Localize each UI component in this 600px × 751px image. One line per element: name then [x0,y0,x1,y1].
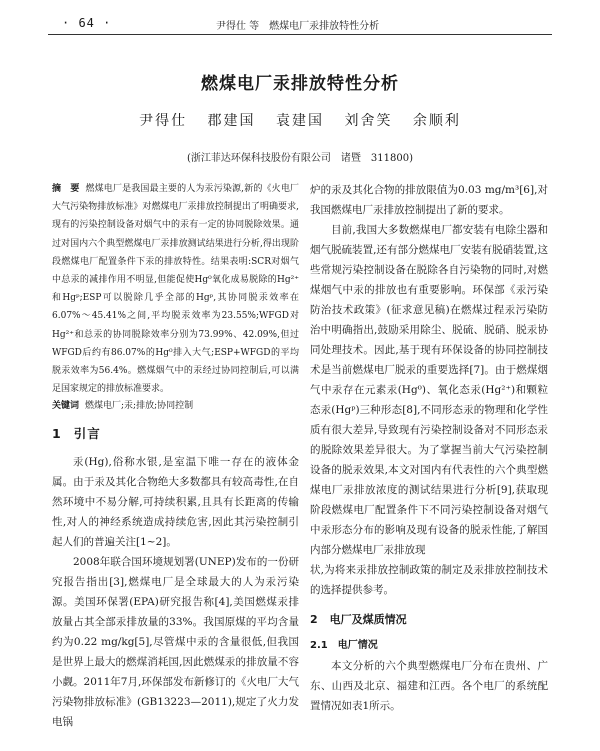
section-title: 电厂及煤质情况 [329,613,407,626]
keywords-label: 关键词 [52,401,80,412]
page-number: · 64 · [62,16,112,30]
abstract [52,180,299,398]
subsection-number: 2.1 [310,640,328,651]
running-title: 尹得仕 等 燃煤电厂汞排放特性分析 [216,21,380,32]
body-paragraph-continued: 状,为将来汞排放控制政策的制定及汞排放控制技术的选择提供参考。 [310,564,548,596]
section-title: 引言 [73,426,101,442]
subsection-title: 电厂情况 [337,640,378,651]
section-heading-plants [310,610,548,630]
abstract-text: 燃煤电厂是我国最主要的人为汞污染源,新的《火电厂大气污染物排放标准》对燃煤电厂汞排放控制提出了明确要求,现有的污染控制设备对烟气中的汞有一定的协同脱除效果。通过对国内六个典型燃煤电厂汞排放测试结果进行分析,得出现阶段燃煤电厂配置条件下汞的排放特性。结果表明:SCR对烟气中总汞的减排作用不明显,但能促使Hg⁰氧化成易脱除的Hg²⁺和Hgᵖ;ESP可以脱除几乎全部的Hgᵖ,其协同脱汞效率在6.07%～45.41%之间,平均脱汞效率为23.55%;WFGD对Hg²⁺和总汞的协同脱除效率分别为73.99%、42.09%,但过WFGD后约有86.07%的Hg⁰排入大气;ESP+WFGD的平均脱汞效率为56.4%。燃煤烟气中的汞经过协同控制后,可以满足国家规定的排放标准要求。 [52,184,299,395]
paper-title: 燃煤电厂汞排放特性分析 [201,74,399,94]
body-paragraph-continued: 炉的汞及其化合物的排放限值为0.03 mg/m³[6],对我国燃煤电厂汞排放控制提出了新的要求。 [310,184,548,216]
author: 郡建国 [207,113,256,129]
affiliation: (浙江菲达环保科技股份有限公司 诸暨 311800) [187,153,413,164]
body-paragraph: 本文分析的六个典型燃煤电厂分布在贵州、广东、山西及北京、福建和江西。各个电厂的系统配置情况如表1所示。 [310,660,548,712]
author: 余顺利 [412,113,461,129]
section-heading-intro [52,424,299,444]
author-list [0,110,600,130]
left-column [52,180,299,732]
section-number: 1 [52,426,62,442]
author: 尹得仕 [139,113,188,129]
right-column [310,180,548,716]
section-number: 2 [310,613,318,626]
body-paragraph: 目前,我国大多数燃煤电厂都安装有电除尘器和烟气脱硫装置,还有部分燃煤电厂安装有脱硝装置,这些常规污染控制设备在脱除各自污染物的同时,对燃煤烟气中汞的排放也有重要影响。环保部《汞污染防治技术政策》(征求意见稿)在燃煤过程汞污染防治中明确指出,鼓励采用除尘、脱硫、脱硝、脱汞协同处理技术。因此,基于现有环保设备的协同控制技术是当前燃煤电厂脱汞的重要选择[7]。由于燃煤烟气中汞存在元素汞(Hg⁰)、氧化态汞(Hg²⁺)和颗粒态汞(Hgᵖ)三种形态[8],不同形态汞的物理和化学性质有很大差异,导致现有污染控制设备对不同形态汞的脱除效果差异很大。为了掌握当前大气污染控制设备的脱汞效果,本文对国内有代表性的六个典型燃煤电厂汞排放浓度的测试结果进行分析[9],获取现阶段燃煤电厂配置条件下不同污染控制设备对烟气中汞形态分布的影响及现有设备的脱汞性能,了解国内部分燃煤电厂汞排放现 [310,224,548,556]
keywords [52,398,299,414]
body-paragraph: 2008年联合国环境规划署(UNEP)发布的一份研究报告指出[3],燃煤电厂是全球最大的人为汞污染源。美国环保署(EPA)研究报告称[4],美国燃煤汞排放量占其全部汞排放量的33%。我国原煤的平均含量约为0.22 mg/kg[5],尽管煤中汞的含量很低,但我国是世界上最大的燃煤消耗国,因此燃煤汞的排放量不容小觑。2011年7月,环保部发布新修订的《火电厂大气污染物排放标准》(GB13223—2011),规定了火力发电锅 [52,556,299,729]
author: 刘舍笑 [344,113,393,129]
keywords-text: 燃煤电厂;汞;排放;协同控制 [85,401,194,412]
author: 袁建国 [276,113,324,129]
abstract-label: 摘 要 [52,184,80,194]
subsection-heading [310,636,548,656]
body-paragraph: 汞(Hg),俗称水银,是室温下唯一存在的液体金属。由于汞及其化合物绝大多数都具有较高毒性,在自然环境中不易分解,可持续积累,且具有长距离的传输性,对人的神经系统造成持续危害,因此其污染控制引起人们的普遍关注[1~2]。 [52,456,299,549]
page-header [48,14,552,35]
